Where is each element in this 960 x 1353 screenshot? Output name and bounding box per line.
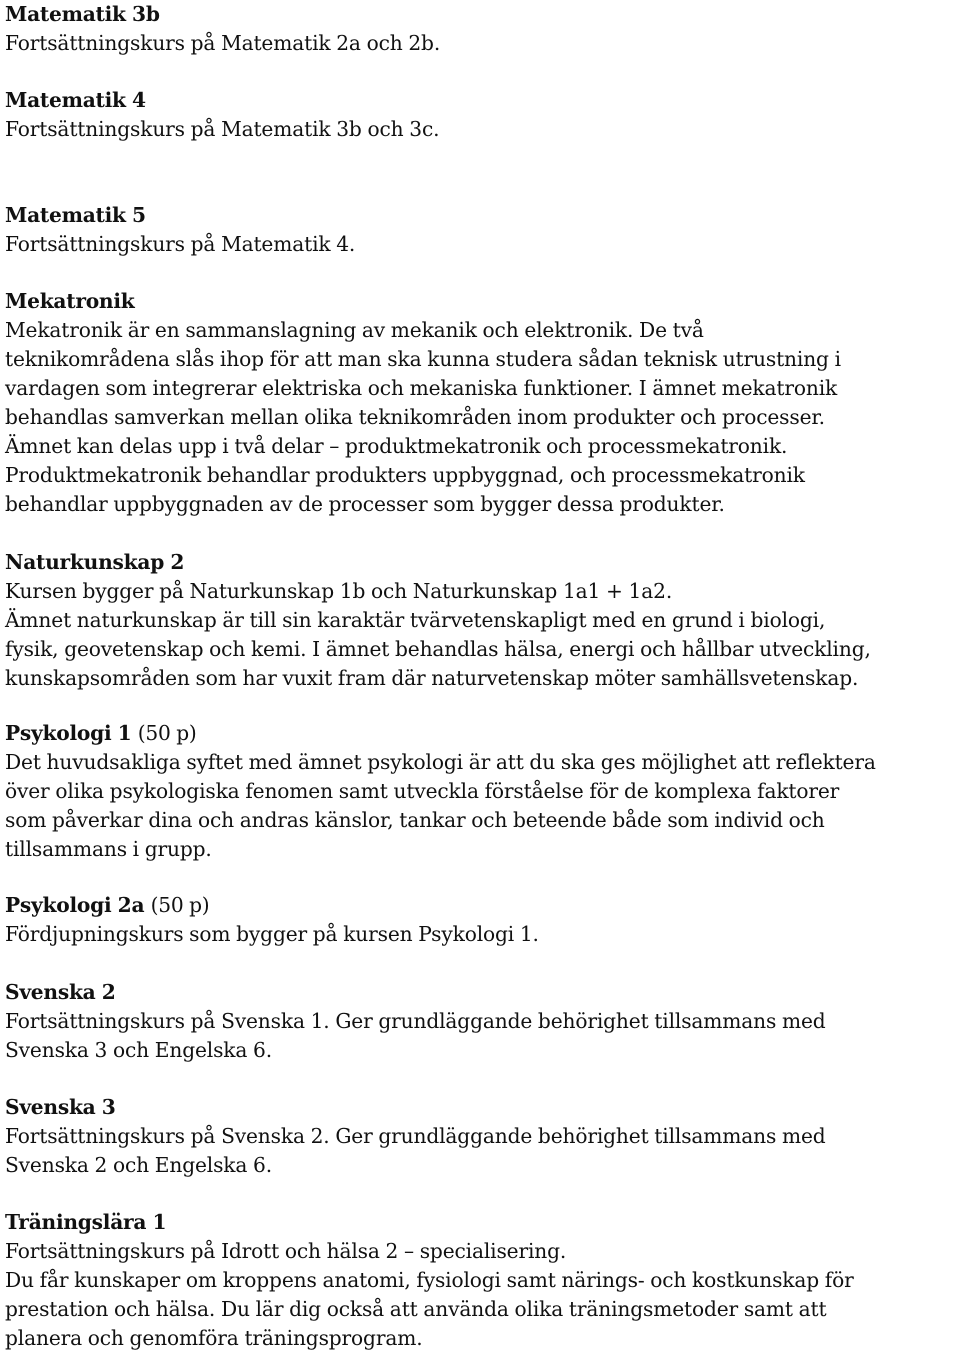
course-text-line: teknikområdena slås ihop för att man ska kunna studera sådan teknisk utrustning i — [5, 347, 841, 371]
course-traningslara-1 — [5, 1208, 960, 1353]
course-text-line: behandlar uppbyggnaden av de processer som bygger dessa produkter. — [5, 492, 725, 516]
course-svenska-2 — [5, 978, 960, 1065]
course-mekatronik — [5, 287, 960, 519]
course-text-line: Fortsättningskurs på Svenska 1. Ger grundläggande behörighet tillsammans med — [5, 1009, 826, 1033]
course-naturkunskap-2 — [5, 548, 960, 693]
course-text-line: prestation och hälsa. Du lär dig också att använda olika träningsmetoder samt att — [5, 1297, 827, 1321]
course-text-line: behandlas samverkan mellan olika teknikområden inom produkter och processer. — [5, 405, 825, 429]
course-text-line: planera och genomföra träningsprogram. — [5, 1326, 423, 1350]
course-text-line: Mekatronik är en sammanslagning av mekanik och elektronik. De två — [5, 318, 704, 342]
course-title: Psykologi 1 (50 p) — [5, 721, 197, 745]
course-text-line: Ämnet naturkunskap är till sin karaktär tvärvetenskapligt med en grund i biologi, — [5, 608, 826, 632]
course-title: Mekatronik — [5, 289, 135, 313]
course-text-line: tillsammans i grupp. — [5, 837, 212, 861]
course-matematik-4 — [5, 86, 960, 144]
course-title: Matematik 5 — [5, 203, 146, 227]
course-matematik-5 — [5, 201, 960, 259]
course-title: Träningslära 1 — [5, 1210, 167, 1234]
course-title: Matematik 4 — [5, 88, 146, 112]
course-psykologi-2a — [5, 891, 960, 949]
course-text-line: Produktmekatronik behandlar produkters uppbyggnad, och processmekatronik — [5, 463, 805, 487]
course-title: Matematik 3b — [5, 2, 160, 26]
course-points: (50 p) — [137, 721, 197, 745]
course-text-line: Fördjupningskurs som bygger på kursen Psykologi 1. — [5, 922, 539, 946]
course-text-line: vardagen som integrerar elektriska och mekaniska funktioner. I ämnet mekatronik — [5, 376, 838, 400]
course-text-line: Svenska 3 och Engelska 6. — [5, 1038, 272, 1062]
course-text-line: Fortsättningskurs på Matematik 2a och 2b. — [5, 31, 441, 55]
course-text-line: Fortsättningskurs på Matematik 3b och 3c. — [5, 117, 440, 141]
course-text-line: Fortsättningskurs på Idrott och hälsa 2 – specialisering. — [5, 1239, 567, 1263]
course-text-line: över olika psykologiska fenomen samt utveckla förståelse för de komplexa faktorer — [5, 779, 840, 803]
course-text-line: Du får kunskaper om kroppens anatomi, fysiologi samt närings- och kostkunskap för — [5, 1268, 854, 1292]
course-text-line: Fortsättningskurs på Matematik 4. — [5, 232, 356, 256]
course-text-line: som påverkar dina och andras känslor, tankar och beteende både som individ och — [5, 808, 825, 832]
course-svenska-3 — [5, 1093, 960, 1180]
course-matematik-3b — [5, 0, 960, 58]
course-title: Svenska 3 — [5, 1095, 116, 1119]
course-text-line: Fortsättningskurs på Svenska 2. Ger grundläggande behörighet tillsammans med — [5, 1124, 826, 1148]
course-psykologi-1 — [5, 719, 960, 864]
course-text-line: Ämnet kan delas upp i två delar – produktmekatronik och processmekatronik. — [5, 434, 788, 458]
course-title: Psykologi 2a (50 p) — [5, 893, 210, 917]
course-text-line: Kursen bygger på Naturkunskap 1b och Naturkunskap 1a1 + 1a2. — [5, 579, 673, 603]
course-text-line: Svenska 2 och Engelska 6. — [5, 1153, 272, 1177]
course-text-line: fysik, geovetenskap och kemi. I ämnet behandlas hälsa, energi och hållbar utveckling, — [5, 637, 871, 661]
course-text-line: kunskapsområden som har vuxit fram där naturvetenskap möter samhällsvetenskap. — [5, 666, 859, 690]
course-title: Svenska 2 — [5, 980, 116, 1004]
course-title: Naturkunskap 2 — [5, 550, 185, 574]
course-points: (50 p) — [150, 893, 210, 917]
course-text-line: Det huvudsakliga syftet med ämnet psykologi är att du ska ges möjlighet att reflektera — [5, 750, 876, 774]
